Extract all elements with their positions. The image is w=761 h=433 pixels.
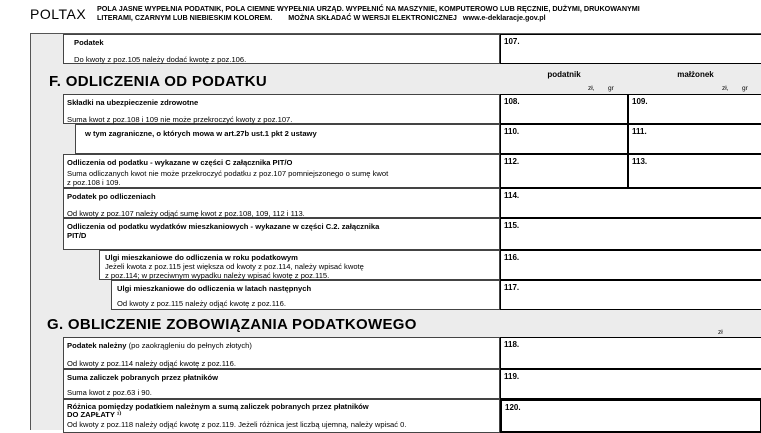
- poltax-logo: POLTAX: [30, 6, 87, 22]
- field-107-label: 107.: [504, 37, 520, 46]
- suma-zaliczek-label-cell: [63, 369, 500, 399]
- roznica-desc: Od kwoty z poz.118 należy odjąć kwotę z poz.119. Jeżeli różnica jest liczbą ujemną, należy wpisać 0.: [67, 420, 407, 429]
- field-115[interactable]: [500, 218, 761, 250]
- po-odliczeniach-desc: Od kwoty z poz.107 należy odjąć sumę kwot z poz.108, 109, 112 i 113.: [67, 209, 305, 218]
- field-111-number: 111.: [632, 127, 647, 136]
- field-117[interactable]: [500, 280, 761, 310]
- electronic-notice: MOŻNA SKŁADAĆ W WERSJI ELEKTRONICZNEJ: [288, 13, 457, 22]
- field-112-number: 112.: [504, 157, 520, 166]
- zagraniczne-label-cell: [75, 124, 500, 154]
- skladki-label-cell: [63, 94, 500, 124]
- field-120[interactable]: [500, 399, 761, 433]
- zagraniczne-title: w tym zagraniczne, o których mowa w art.27b ust.1 pkt 2 ustawy: [85, 129, 317, 138]
- odliczenia-desc-1: Suma odliczanych kwot nie może przekroczyć podatku z poz.107 pomniejszonego o sumę kwot: [67, 169, 389, 178]
- podatek-nalezny-title-wrap: [67, 341, 252, 350]
- po-odliczeniach-title: Podatek po odliczeniach: [67, 192, 156, 201]
- field-119[interactable]: [500, 369, 761, 399]
- e-deklaracje-link[interactable]: www.e-deklaracje.gov.pl: [462, 13, 546, 22]
- ulgi-rok-desc-1: Jeżeli kwota z poz.115 jest większa od kwoty z poz.114, należy wpisać kwotę: [105, 262, 364, 271]
- podatnik-gr: gr: [608, 85, 614, 92]
- field-112[interactable]: [500, 154, 628, 188]
- mieszkaniowe-label-cell: [63, 218, 500, 250]
- field-109[interactable]: [628, 94, 761, 124]
- ulgi-rok-title: Ulgi mieszkaniowe do odliczenia w roku podatkowym: [105, 253, 298, 262]
- ulgi-lata-desc: Od kwoty z poz.115 należy odjąć kwotę z poz.116.: [117, 299, 286, 308]
- field-120-number: 120.: [505, 403, 521, 412]
- podatek-title: Podatek: [74, 38, 104, 47]
- odliczenia-title: Odliczenia od podatku - wykazane w części C załącznika PIT/O: [67, 158, 293, 167]
- ulgi-lata-title: Ulgi mieszkaniowe do odliczenia w latach następnych: [117, 284, 312, 293]
- field-117-number: 117.: [504, 283, 520, 292]
- roznica-title-1: Różnica pomiędzy podatkiem należnym a sumą zaliczek pobranych przez płatników: [67, 402, 369, 411]
- ulgi-lata-label-cell: [111, 280, 500, 310]
- field-108[interactable]: [500, 94, 628, 124]
- malzonek-gr: gr: [742, 85, 748, 92]
- roznica-label-cell: [63, 399, 500, 433]
- mieszkaniowe-title-2: PIT/D: [67, 231, 87, 240]
- skladki-title: Składki na ubezpieczenie zdrowotne: [67, 98, 199, 107]
- field-116[interactable]: [500, 250, 761, 280]
- field-113[interactable]: [628, 154, 761, 188]
- odliczenia-desc-2: z poz.108 i 109.: [67, 178, 121, 187]
- suma-zaliczek-title: Suma zaliczek pobranych przez płatników: [67, 373, 219, 382]
- instructions-line-2: LITERAMI, CZARNYM LUB NIEBIESKIM KOLOREM.: [97, 13, 273, 22]
- podatek-nalezny-title: Podatek należny: [67, 341, 127, 350]
- field-119-number: 119.: [504, 372, 520, 381]
- section-f-header: [31, 69, 500, 95]
- column-podatnik: podatnik: [547, 70, 581, 79]
- field-111[interactable]: [628, 124, 761, 154]
- ulgi-rok-label-cell: [99, 250, 500, 280]
- podatek-nalezny-label-cell: [63, 337, 500, 369]
- ulgi-rok-desc-2: z poz.114; w przeciwnym wypadku należy wpisać kwotę z poz.115.: [105, 271, 330, 280]
- field-118[interactable]: [500, 337, 761, 369]
- field-110[interactable]: [500, 124, 628, 154]
- section-g-zl: zł: [718, 329, 723, 336]
- field-109-number: 109.: [632, 97, 648, 106]
- field-110-number: 110.: [504, 127, 520, 136]
- tax-form: [30, 33, 761, 430]
- field-113-number: 113.: [632, 157, 648, 166]
- field-108-number: 108.: [504, 97, 520, 106]
- field-116-number: 116.: [504, 253, 520, 262]
- field-107[interactable]: [500, 34, 761, 64]
- podatek-nalezny-note: (po zaokrągleniu do pełnych złotych): [126, 341, 252, 350]
- podatek-label-cell: [63, 34, 500, 64]
- podatnik-zl: zł,: [588, 85, 595, 92]
- po-odliczeniach-label-cell: [63, 188, 500, 218]
- mieszkaniowe-title-1: Odliczenia od podatku wydatków mieszkaniowych - wykazane w części C.2. załącznika: [67, 222, 380, 231]
- podatek-desc: Do kwoty z poz.105 należy dodać kwotę z poz.106.: [74, 55, 247, 64]
- section-f-title: F. ODLICZENIA OD PODATKU: [49, 73, 268, 90]
- section-g-title: G. OBLICZENIE ZOBOWIĄZANIA PODATKOWEGO: [47, 316, 417, 333]
- form-instructions: [97, 4, 737, 22]
- field-118-number: 118.: [504, 340, 520, 349]
- column-malzonek: małżonek: [677, 70, 714, 79]
- instructions-line-1: POLA JASNE WYPEŁNIA PODATNIK, POLA CIEMNE WYPEŁNIA URZĄD. WYPEŁNIĆ NA MASZYNIE, KOMPUTEROWO LUB RĘCZNIE, DUŻYMI, DRUKOWANYMI: [97, 4, 640, 13]
- field-115-number: 115.: [504, 221, 520, 230]
- field-114-number: 114.: [504, 191, 520, 200]
- skladki-desc: Suma kwot z poz.108 i 109 nie może przekroczyć kwoty z poz.107.: [67, 115, 293, 124]
- malzonek-zl: zł,: [722, 85, 729, 92]
- podatek-nalezny-desc: Od kwoty z poz.114 należy odjąć kwotę z poz.116.: [67, 359, 236, 368]
- suma-zaliczek-desc: Suma kwot z poz.63 i 90.: [67, 388, 152, 397]
- field-114[interactable]: [500, 188, 761, 218]
- roznica-title-2: DO ZAPŁATY ¹⁾: [67, 410, 122, 419]
- odliczenia-label-cell: [63, 154, 500, 188]
